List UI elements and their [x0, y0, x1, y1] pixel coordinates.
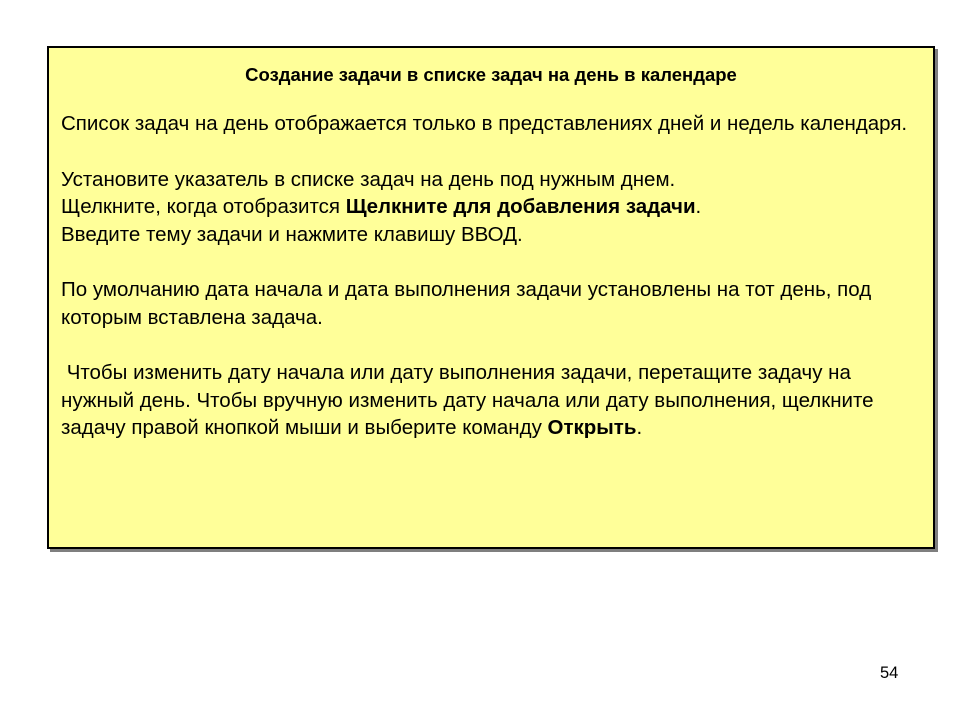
step-click-suffix: .: [695, 195, 702, 218]
paragraph-steps: [61, 166, 921, 249]
change-dates-suffix: .: [636, 416, 643, 439]
step-point-line: Установите указатель в списке задач на день под нужным днем.: [61, 167, 676, 191]
paragraph-default-dates: По умолчанию дата начала и дата выполнения задачи установлены на тот день, под которым вставлена задача.: [61, 278, 872, 329]
paragraph-change-dates: [61, 359, 921, 442]
step-click-command: Щелкните для добавления задачи: [345, 195, 696, 218]
paragraph-view-info: Список задач на день отображается только в представлениях дней и недель календаря.: [61, 112, 908, 135]
step-click-prefix: Щелкните, когда отобразится: [61, 195, 346, 218]
step-click-line: [61, 193, 921, 221]
open-command: Открыть: [547, 416, 637, 439]
step-enter-line: Введите тему задачи и нажмите клавишу ВВОД.: [61, 222, 523, 246]
slide-title: Создание задачи в списке задач на день в календаре: [245, 64, 737, 85]
page-number: 54: [880, 664, 899, 682]
change-dates-text: Чтобы изменить дату начала или дату выполнения задачи, перетащите задачу на нужный день. Чтобы вручную изменить дату начала или дату выполнения, щелкните задачу правой кнопкой мыши и выберите команду: [61, 361, 880, 439]
note-box: [47, 46, 935, 549]
